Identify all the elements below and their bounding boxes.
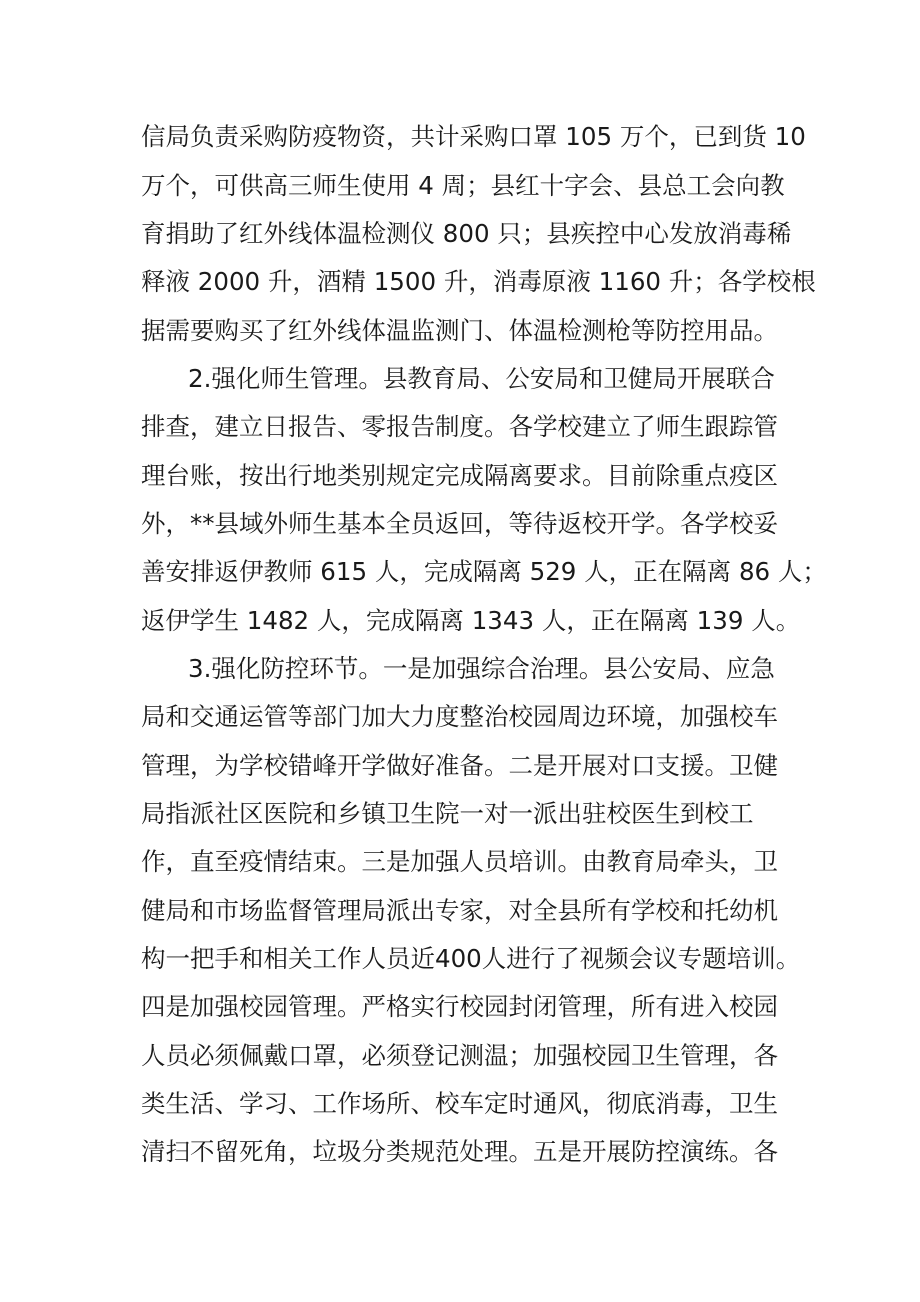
text-line: 构一把手和相关工作人员近400人进行了视频会议专题培训。: [141, 944, 801, 973]
text-line: 排查，建立日报告、零报告制度。各学校建立了师生跟踪管: [141, 412, 778, 441]
text-line: 局和交通运管等部门加大力度整治校园周边环境，加强校车: [141, 702, 778, 731]
text-line: 管理，为学校错峰开学做好准备。二是开展对口支援。卫健: [141, 751, 778, 780]
text-line: 类生活、学习、工作场所、校车定时通风，彻底消毒，卫生: [141, 1089, 778, 1118]
text-line: 局指派社区医院和乡镇卫生院一对一派出驻校医生到校工: [141, 799, 754, 828]
text-line: 外，**县域外师生基本全员返回，等待返校开学。各学校妥: [141, 509, 778, 538]
text-line: 据需要购买了红外线体温监测门、体温检测枪等防控用品。: [141, 316, 778, 345]
paragraph-3-first-line: 3.强化防控环节。一是加强综合治理。县公安局、应急: [188, 654, 775, 683]
text-line: 善安排返伊教师 615 人，完成隔离 529 人，正在隔离 86 人；: [141, 557, 827, 586]
text-line: 人员必须佩戴口罩，必须登记测温；加强校园卫生管理，各: [141, 1041, 778, 1070]
text-line: 作，直至疫情结束。三是加强人员培训。由教育局牵头，卫: [141, 847, 778, 876]
text-line: 清扫不留死角，垃圾分类规范处理。五是开展防控演练。各: [141, 1137, 778, 1166]
text-line: 万个，可供高三师生使用 4 周；县红十字会、县总工会向教: [141, 171, 785, 200]
text-line: 返伊学生 1482 人，完成隔离 1343 人，正在隔离 139 人。: [141, 606, 801, 635]
text-line: 信局负责采购防疫物资，共计采购口罩 105 万个，已到货 10: [141, 122, 806, 151]
paragraph-2-first-line: 2.强化师生管理。县教育局、公安局和卫健局开展联合: [188, 364, 775, 393]
text-line: 释液 2000 升，酒精 1500 升，消毒原液 1160 升；各学校根: [141, 267, 816, 296]
text-line: 健局和市场监督管理局派出专家，对全县所有学校和托幼机: [141, 896, 778, 925]
text-line: 育捐助了红外线体温检测仪 800 只；县疾控中心发放消毒稀: [141, 219, 792, 248]
text-line: 理台账，按出行地类别规定完成隔离要求。目前除重点疫区: [141, 461, 778, 490]
text-line: 四是加强校园管理。严格实行校园封闭管理，所有进入校园: [141, 992, 778, 1021]
